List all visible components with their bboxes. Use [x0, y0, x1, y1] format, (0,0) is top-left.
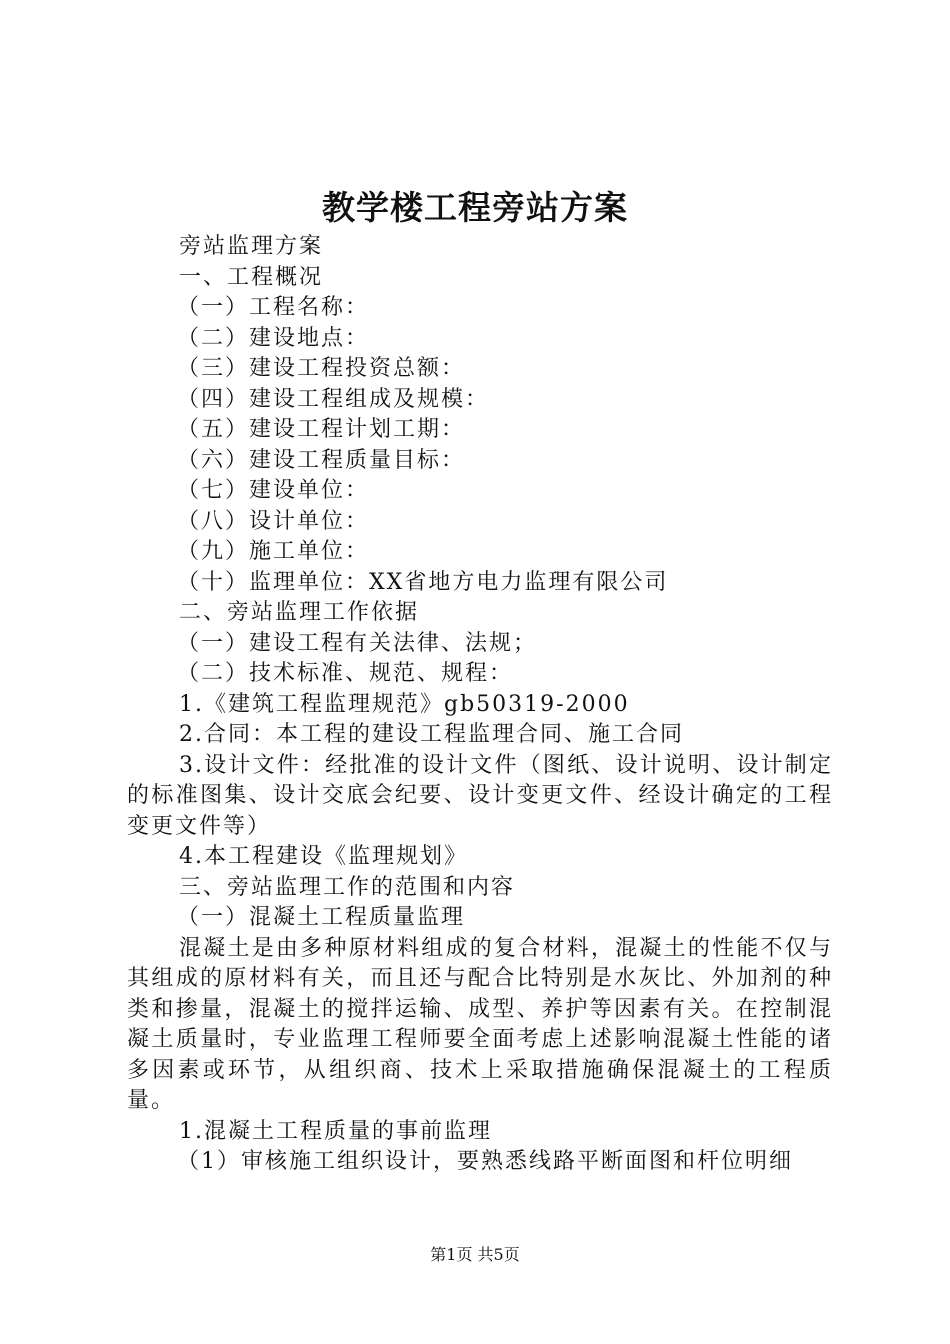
subsection-heading: （一）混凝土工程质量监理 — [177, 905, 466, 930]
list-item: （六）建设工程质量目标： — [177, 447, 466, 473]
section-heading: 一、工程概况 — [179, 264, 324, 290]
list-item: （七）建设单位： — [177, 478, 370, 503]
list-item: 4.本工程建设《监理规划》 — [179, 844, 468, 869]
paragraph: 混凝土是由多种原材料组成的复合材料，混凝土的性能不仅与其组成的原材料有关，而且还与配合比特别是水灰比、外加剂的种类和掺量，混凝土的搅拌运输、成型、养护等因素有关。在控制混凝土质量时，专业监理工程师要全面考虑上述影响混凝土性能的诸多因素或环节，从组织商、技术上采取措施确保混凝土的工程质量。 — [127, 935, 833, 1113]
section-heading: 三、旁站监理工作的范围和内容 — [179, 874, 516, 900]
page-footer: 第1页 共5页 — [430, 1245, 520, 1264]
list-item: （二）建设地点： — [177, 325, 370, 351]
paragraph: 3.设计文件：经批准的设计文件（图纸、设计说明、设计制定的标准图集、设计交底会纪要、设计变更文件、经设计确定的工程变更文件等） — [127, 752, 833, 839]
list-item: （1）审核施工组织设计，要熟悉线路平断面图和杆位明细 — [177, 1149, 793, 1174]
list-item: （九）施工单位： — [177, 539, 370, 564]
list-item: 1.《建筑工程监理规范》gb50319-2000 — [179, 691, 630, 717]
document-title: 教学楼工程旁站方案 — [322, 188, 628, 227]
list-item: （十）监理单位：XX省地方电力监理有限公司 — [177, 569, 669, 595]
list-item: （三）建设工程投资总额： — [177, 356, 466, 381]
list-item: 2.合同：本工程的建设工程监理合同、施工合同 — [179, 722, 684, 747]
list-item: （五）建设工程计划工期： — [177, 417, 466, 442]
list-item: （二）技术标准、规范、规程： — [177, 661, 514, 686]
document-body — [127, 232, 833, 1178]
subsection-heading: 1.混凝土工程质量的事前监理 — [179, 1118, 492, 1144]
list-item: （四）建设工程组成及规模： — [177, 386, 490, 412]
list-item: （一）工程名称： — [177, 295, 370, 320]
section-heading: 旁站监理方案 — [179, 234, 324, 259]
list-item: （一）建设工程有关法律、法规； — [177, 630, 538, 656]
list-item: （八）设计单位： — [177, 508, 370, 534]
section-heading: 二、旁站监理工作依据 — [179, 600, 420, 625]
